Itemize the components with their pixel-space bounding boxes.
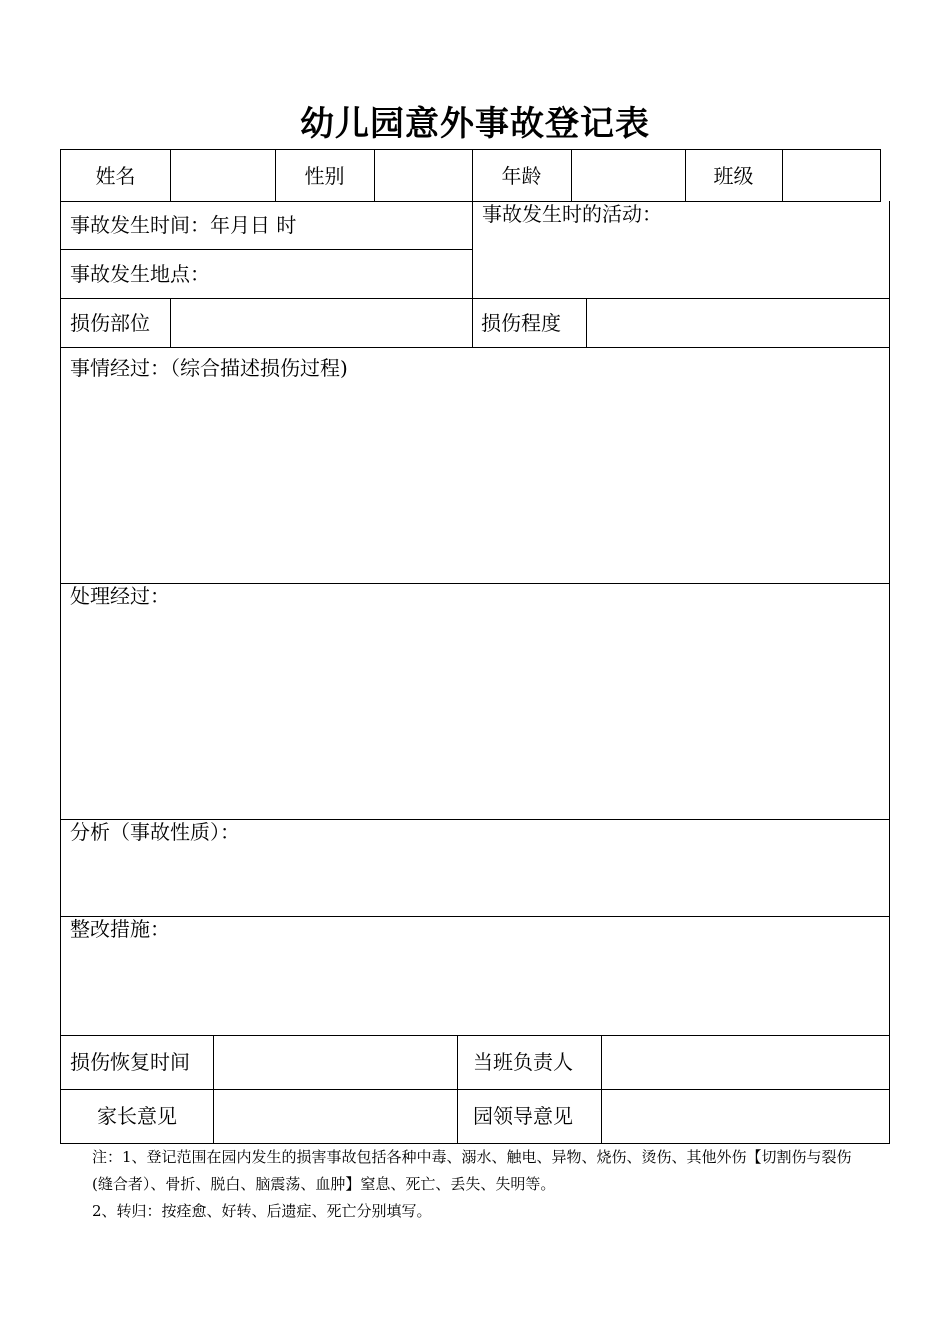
parent-opinion-label: 家长意见 <box>60 1089 214 1144</box>
footnotes <box>92 1144 872 1225</box>
accident-activity-label: 事故发生时的活动： <box>482 202 662 226</box>
accident-place-field[interactable] <box>60 249 473 299</box>
measures-label: 整改措施： <box>70 917 170 941</box>
accident-time-field[interactable] <box>60 201 473 250</box>
class-field[interactable] <box>782 149 881 202</box>
process-label: 事情经过：（综合描述损伤过程) <box>70 356 348 380</box>
teacher-in-charge-field[interactable] <box>601 1035 890 1090</box>
parent-opinion-field[interactable] <box>213 1089 458 1144</box>
gender-label: 性别 <box>275 149 375 202</box>
age-field[interactable] <box>571 149 686 202</box>
recovery-time-label: 损伤恢复时间 <box>60 1035 214 1090</box>
footnote-1: 注：1、登记范围在园内发生的损害事故包括各种中毒、溺水、触电、异物、烧伤、烫伤、其他外伤【切割伤与裂伤(缝合者）、骨折、脱白、脑震荡、血肿】窒息、死亡、丢失、失明等。 <box>92 1148 852 1193</box>
accident-place-label: 事故发生地点： <box>70 261 210 286</box>
accident-time-label: 事故发生时间：年月日 时 <box>70 213 297 237</box>
process-field[interactable] <box>60 347 890 584</box>
class-label: 班级 <box>685 149 783 202</box>
analysis-label: 分析（事故性质）： <box>70 820 240 844</box>
teacher-in-charge-label: 当班负责人 <box>457 1035 602 1090</box>
handling-field[interactable] <box>60 583 890 820</box>
injury-degree-field[interactable] <box>586 298 890 348</box>
footnote-2: 2、转归：按痊愈、好转、后遗症、死亡分别填写。 <box>92 1202 432 1220</box>
name-field[interactable] <box>170 149 276 202</box>
name-label: 姓名 <box>60 149 171 202</box>
leader-opinion-field[interactable] <box>601 1089 890 1144</box>
leader-opinion-label: 园领导意见 <box>457 1089 602 1144</box>
measures-field[interactable] <box>60 916 890 1036</box>
injury-part-label: 损伤部位 <box>60 298 171 348</box>
analysis-field[interactable] <box>60 819 890 917</box>
injury-part-field[interactable] <box>170 298 473 348</box>
recovery-time-field[interactable] <box>213 1035 458 1090</box>
handling-label: 处理经过： <box>70 584 170 608</box>
gender-field[interactable] <box>374 149 473 202</box>
age-label: 年龄 <box>472 149 572 202</box>
accident-activity-field[interactable] <box>472 201 890 299</box>
form-title: 幼儿园意外事故登记表 <box>300 104 650 144</box>
injury-degree-label: 损伤程度 <box>472 298 587 348</box>
